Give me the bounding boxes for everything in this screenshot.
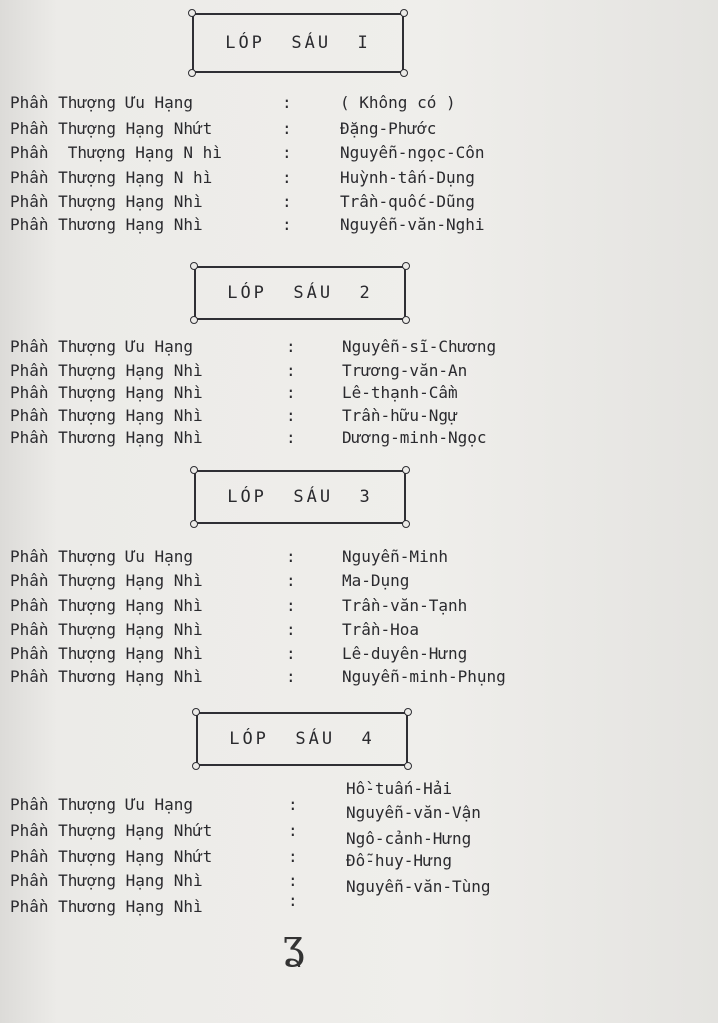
award-label: Phần Thượng Hạng N hì [10,168,213,187]
award-label: Phần Thượng Hạng Nhì [10,406,203,425]
award-label: Phần Thượng Hạng Nhì [10,620,203,639]
award-label: Phần Thượng Ưu Hạng [10,795,194,814]
section-title: LÓP SÁU 3 [227,487,373,507]
colon: : [282,192,292,211]
award-label: Phần Thương Hạng Nhì [10,897,203,916]
colon: : [286,361,296,380]
box-corner [402,262,410,270]
section-header-box [194,470,406,524]
box-corner [188,69,196,77]
box-corner [190,316,198,324]
student-name: Lê-duyên-Hưng [342,644,468,663]
colon: : [282,143,292,162]
student-name: Dương-minh-Ngọc [342,428,487,447]
box-corner [400,9,408,17]
award-label: Phần Thượng Hạng Nhì [10,383,203,402]
student-name: Đỗ-huy-Hưng [346,851,452,870]
colon: : [286,406,296,425]
student-name: Trần-quốc-Dũng [340,192,475,211]
box-corner [190,520,198,528]
student-name: Ngô-cảnh-Hưng [346,829,472,848]
colon: : [288,871,298,890]
box-corner [404,708,412,716]
student-name: Trần-Hoa [342,620,420,639]
colon: : [286,644,296,663]
student-name: Nguyễn-minh-Phụng [342,667,506,686]
colon: : [286,337,296,356]
section-title: LÓP SÁU 4 [229,729,375,749]
colon: : [282,93,292,112]
student-name: Đặng-Phước [340,119,437,138]
student-name: Nguyễn-văn-Tùng [346,877,491,896]
student-name: Ma-Dụng [342,571,410,590]
box-corner [192,708,200,716]
award-label: Phần Thượng Hạng Nhứt [10,119,213,138]
colon: : [286,596,296,615]
box-corner [402,520,410,528]
award-label: Phần Thượng Ưu Hạng [10,93,194,112]
handwritten-mark: ʓ [282,922,305,968]
award-label: Phần Thượng Hạng Nhì [10,871,203,890]
student-name: Nguyễn-Minh [342,547,448,566]
colon: : [286,547,296,566]
colon: : [286,620,296,639]
colon: : [282,119,292,138]
student-name: Nguyễn-sĩ-Chương [342,337,497,356]
box-corner [190,262,198,270]
award-label: Phần Thượng Hạng Nhì [10,571,203,590]
student-name: ( Không có ) [340,93,456,112]
student-name: Nguyễn-văn-Vận [346,803,481,822]
award-label: Phần Thượng Hạng N hì [10,143,222,162]
award-label: Phần Thượng Hạng Nhì [10,596,203,615]
colon: : [288,821,298,840]
colon: : [286,667,296,686]
student-name: Trương-văn-An [342,361,468,380]
colon: : [286,428,296,447]
section-title: LÓP SÁU 2 [227,283,373,303]
colon: : [286,571,296,590]
student-name: Lê-thạnh-Cầm [342,383,458,402]
colon: : [282,168,292,187]
colon: : [288,891,298,910]
section-header-box [196,712,408,766]
student-name: Nguyễn-văn-Nghi [340,215,485,234]
award-label: Phần Thượng Ưu Hạng [10,337,194,356]
student-name: Huỳnh-tấn-Dụng [340,168,475,187]
section-title: LÓP SÁU I [225,33,371,53]
colon: : [286,383,296,402]
award-label: Phần Thượng Hạng Nhứt [10,847,213,866]
award-label: Phần Thượng Hạng Nhì [10,192,203,211]
box-corner [402,316,410,324]
award-label: Phần Thượng Hạng Nhì [10,644,203,663]
award-label: Phần Thương Hạng Nhì [10,667,203,686]
award-label: Phần Thương Hạng Nhì [10,215,203,234]
colon: : [282,215,292,234]
award-label: Phần Thượng Hạng Nhứt [10,821,213,840]
box-corner [190,466,198,474]
student-name: Trần-hữu-Ngự [342,406,458,425]
student-name: Trần-văn-Tạnh [342,596,468,615]
award-label: Phần Thượng Ưu Hạng [10,547,194,566]
colon: : [288,795,298,814]
box-corner [188,9,196,17]
student-name: Nguyễn-ngọc-Côn [340,143,485,162]
box-corner [192,762,200,770]
box-corner [400,69,408,77]
award-label: Phần Thương Hạng Nhì [10,428,203,447]
box-corner [404,762,412,770]
student-name: Hồ-tuấn-Hải [346,779,452,798]
box-corner [402,466,410,474]
section-header-box [194,266,406,320]
award-label: Phần Thượng Hạng Nhì [10,361,203,380]
section-header-box [192,13,404,73]
colon: : [288,847,298,866]
